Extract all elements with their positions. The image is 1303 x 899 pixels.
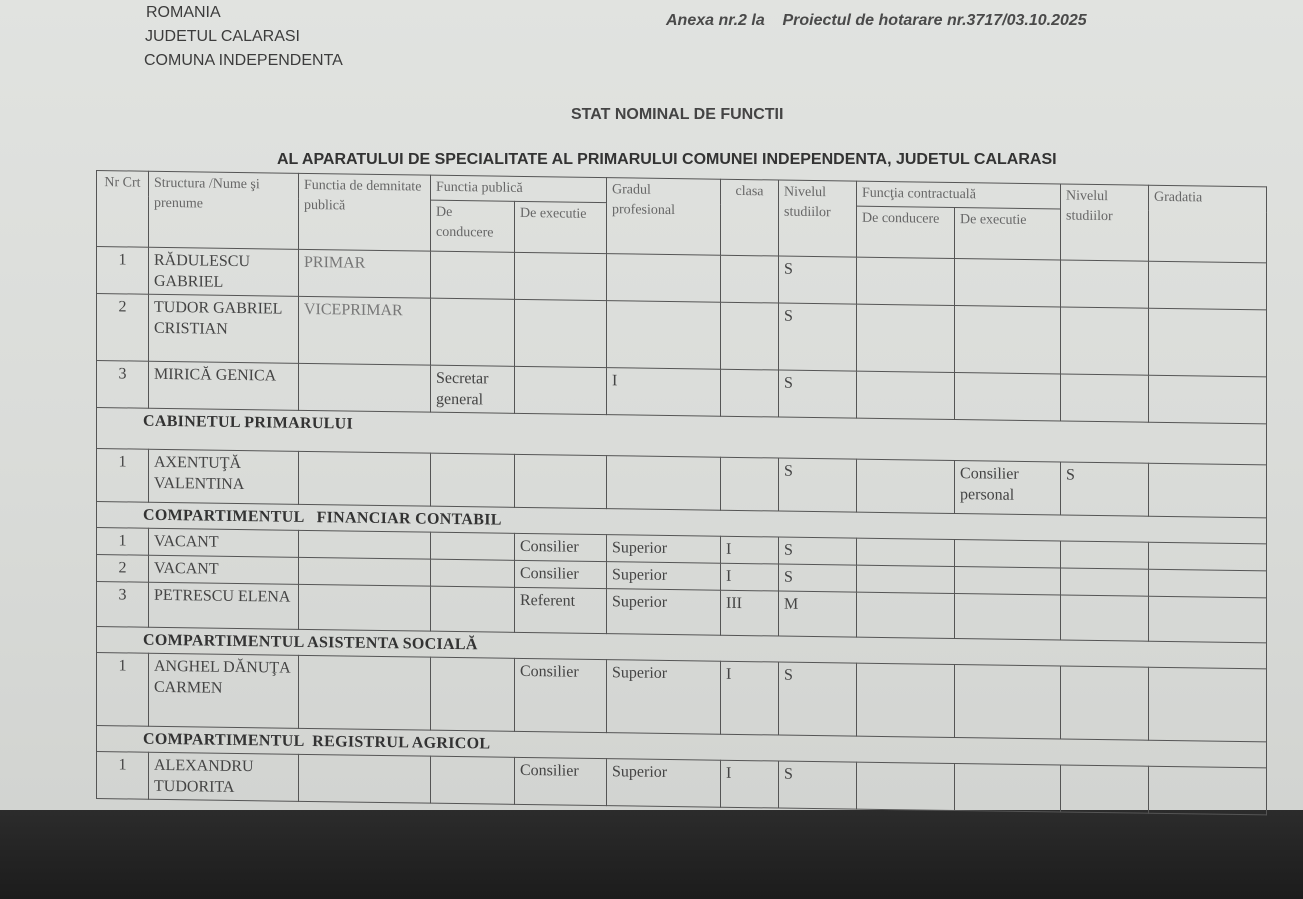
cell-gradul: Superior: [607, 759, 721, 808]
cell-gradul: [607, 301, 721, 370]
cell-publica-executie: Referent: [515, 587, 607, 633]
cell-nivel-studii-2: S: [1061, 462, 1149, 516]
cell-demnitate: [299, 530, 431, 559]
cell-contract-conducere: [857, 257, 955, 305]
cell-publica-executie: [515, 454, 607, 508]
cell-gradatia: [1149, 308, 1267, 377]
col-contract-executie: De executie: [955, 207, 1061, 259]
col-publica-executie: De executie: [515, 201, 607, 253]
col-gradul: Gradul profesional: [607, 178, 721, 256]
positions-table: [96, 170, 1267, 815]
cell-publica-conducere: [431, 586, 515, 632]
cell-nume: AXENTUŢĂ VALENTINA: [149, 449, 299, 504]
section-title: CABINETUL PRIMARULUI: [97, 408, 1267, 465]
cell-nivel-studii: S: [779, 370, 857, 418]
cell-publica-conducere: [431, 657, 515, 731]
cell-publica-executie: Consilier: [515, 658, 607, 732]
cell-nume: RĂDULESCU GABRIEL: [149, 247, 299, 296]
document-title: STAT NOMINAL DE FUNCTII: [571, 106, 784, 123]
cell-gradatia: [1149, 596, 1267, 643]
cell-gradul: [607, 456, 721, 511]
header-county: JUDETUL CALARASI: [145, 28, 300, 45]
cell-clasa: III: [721, 590, 779, 636]
cell-nivel-studii-2: [1061, 260, 1149, 308]
cell-demnitate: [299, 754, 431, 803]
section-title: COMPARTIMENTUL ASISTENTA SOCIALĂ: [97, 627, 1267, 669]
cell-publica-executie: [515, 299, 607, 367]
col-clasa: clasa: [721, 179, 779, 256]
cell-clasa: [721, 302, 779, 370]
cell-contract-conducere: [857, 663, 955, 737]
col-nivel-studii-2: Nivelul studiilor: [1061, 184, 1149, 261]
cell-contract-conducere: [857, 538, 955, 566]
cell-publica-conducere: [431, 453, 515, 507]
cell-gradul: [607, 254, 721, 303]
cell-demnitate: [299, 557, 431, 586]
cell-contract-executie: [955, 763, 1061, 811]
cell-nivel-studii: S: [779, 256, 857, 304]
cell-nivel-studii: M: [779, 591, 857, 637]
section-title: COMPARTIMENTUL FINANCIAR CONTABIL: [97, 502, 1267, 544]
cell-contract-executie: Consilier personal: [955, 460, 1061, 514]
cell-publica-conducere: Secretar general: [431, 365, 515, 413]
document-subtitle: AL APARATULUI DE SPECIALITATE AL PRIMARULUI COMUNEI INDEPENDENTA, JUDETUL CALARASI: [277, 151, 1057, 168]
cell-gradatia: [1149, 375, 1267, 424]
cell-nr: 3: [97, 361, 149, 409]
cell-publica-conducere: [431, 298, 515, 366]
cell-nivel-studii: S: [779, 458, 857, 512]
cell-nume: VACANT: [149, 528, 299, 557]
cell-nivel-studii-2: [1061, 666, 1149, 740]
section-title: COMPARTIMENTUL REGISTRUL AGRICOL: [97, 726, 1267, 768]
cell-clasa: I: [721, 661, 779, 735]
cell-contract-executie: [955, 258, 1061, 306]
col-contract-conducere: De conducere: [857, 206, 955, 258]
cell-nume: TUDOR GABRIEL CRISTIAN: [149, 294, 299, 363]
cell-demnitate: VICEPRIMAR: [299, 296, 431, 365]
header-country: ROMANIA: [146, 4, 221, 21]
cell-contract-executie: [955, 305, 1061, 373]
cell-nr: 2: [97, 294, 149, 362]
cell-publica-executie: [515, 252, 607, 300]
cell-nr: 3: [97, 582, 149, 628]
cell-nivel-studii: S: [779, 537, 857, 565]
cell-nr: 1: [97, 247, 149, 295]
cell-gradatia: [1149, 667, 1267, 742]
cell-nivel-studii: S: [779, 662, 857, 736]
col-demnitate: Functia de demnitate publică: [299, 173, 431, 251]
cell-demnitate: [299, 451, 431, 506]
cell-publica-executie: Consilier: [515, 533, 607, 561]
header-commune: COMUNA INDEPENDENTA: [144, 52, 343, 69]
cell-contract-executie: [955, 372, 1061, 420]
cell-contract-conducere: [857, 459, 955, 513]
col-nivel-studii: Nivelul studiilor: [779, 180, 857, 257]
cell-gradul: I: [607, 368, 721, 417]
cell-nivel-studii-2: [1061, 307, 1149, 375]
cell-contract-conducere: [857, 565, 955, 593]
cell-nivel-studii: S: [779, 303, 857, 371]
cell-demnitate: PRIMAR: [299, 249, 431, 298]
cell-gradatia: [1149, 463, 1267, 518]
cell-publica-executie: Consilier: [515, 757, 607, 805]
cell-nume: VACANT: [149, 555, 299, 584]
cell-clasa: I: [721, 536, 779, 564]
cell-nivel-studii: S: [779, 761, 857, 809]
cell-nivel-studii-2: [1061, 595, 1149, 641]
cell-nr: 1: [97, 449, 149, 503]
cell-clasa: I: [721, 760, 779, 808]
cell-contract-conducere: [857, 371, 955, 419]
cell-contract-conducere: [857, 762, 955, 810]
cell-contract-executie: [955, 593, 1061, 639]
cell-nivel-studii: S: [779, 564, 857, 592]
cell-publica-conducere: [431, 251, 515, 299]
cell-contract-conducere: [857, 592, 955, 638]
cell-gradatia: [1149, 542, 1267, 571]
cell-nr: 1: [97, 653, 149, 727]
cell-gradul: Superior: [607, 562, 721, 591]
cell-nivel-studii-2: [1061, 765, 1149, 813]
cell-nivel-studii-2: [1061, 568, 1149, 596]
cell-nume: ALEXANDRU TUDORITA: [149, 752, 299, 801]
col-nr: Nr Crt: [97, 171, 149, 248]
col-gradatia: Gradatia: [1149, 185, 1267, 263]
cell-nume: MIRICĂ GENICA: [149, 361, 299, 410]
cell-gradul: Superior: [607, 535, 721, 564]
cell-nr: 1: [97, 528, 149, 556]
cell-publica-executie: Consilier: [515, 560, 607, 588]
col-publica-conducere: De conducere: [431, 200, 515, 252]
cell-gradul: Superior: [607, 589, 721, 636]
cell-gradatia: [1149, 569, 1267, 598]
cell-clasa: [721, 457, 779, 511]
cell-clasa: [721, 369, 779, 417]
cell-publica-executie: [515, 366, 607, 414]
cell-contract-executie: [955, 566, 1061, 594]
cell-publica-conducere: [431, 756, 515, 804]
cell-demnitate: [299, 584, 431, 631]
cell-publica-conducere: [431, 559, 515, 587]
cell-gradul: Superior: [607, 660, 721, 735]
cell-clasa: I: [721, 563, 779, 591]
cell-clasa: [721, 255, 779, 303]
cell-contract-executie: [955, 664, 1061, 738]
cell-nume: ANGHEL DĂNUŢA CARMEN: [149, 653, 299, 728]
cell-demnitate: [299, 363, 431, 412]
cell-contract-executie: [955, 539, 1061, 567]
cell-nivel-studii-2: [1061, 374, 1149, 422]
cell-nivel-studii-2: [1061, 541, 1149, 569]
cell-nume: PETRESCU ELENA: [149, 582, 299, 629]
cell-gradatia: [1149, 261, 1267, 310]
col-functia-publica: Functia publică: [431, 175, 607, 202]
annex-reference: Anexa nr.2 la Proiectul de hotarare nr.3717/03.10.2025: [666, 12, 1087, 29]
cell-gradatia: [1149, 766, 1267, 815]
cell-nr: 1: [97, 752, 149, 800]
cell-nr: 2: [97, 555, 149, 583]
col-functia-contractuala: Funcţia contractuală: [857, 181, 1061, 209]
cell-demnitate: [299, 655, 431, 730]
cell-contract-conducere: [857, 304, 955, 372]
col-structura: Structura /Nume şi prenume: [149, 171, 299, 249]
cell-publica-conducere: [431, 532, 515, 560]
